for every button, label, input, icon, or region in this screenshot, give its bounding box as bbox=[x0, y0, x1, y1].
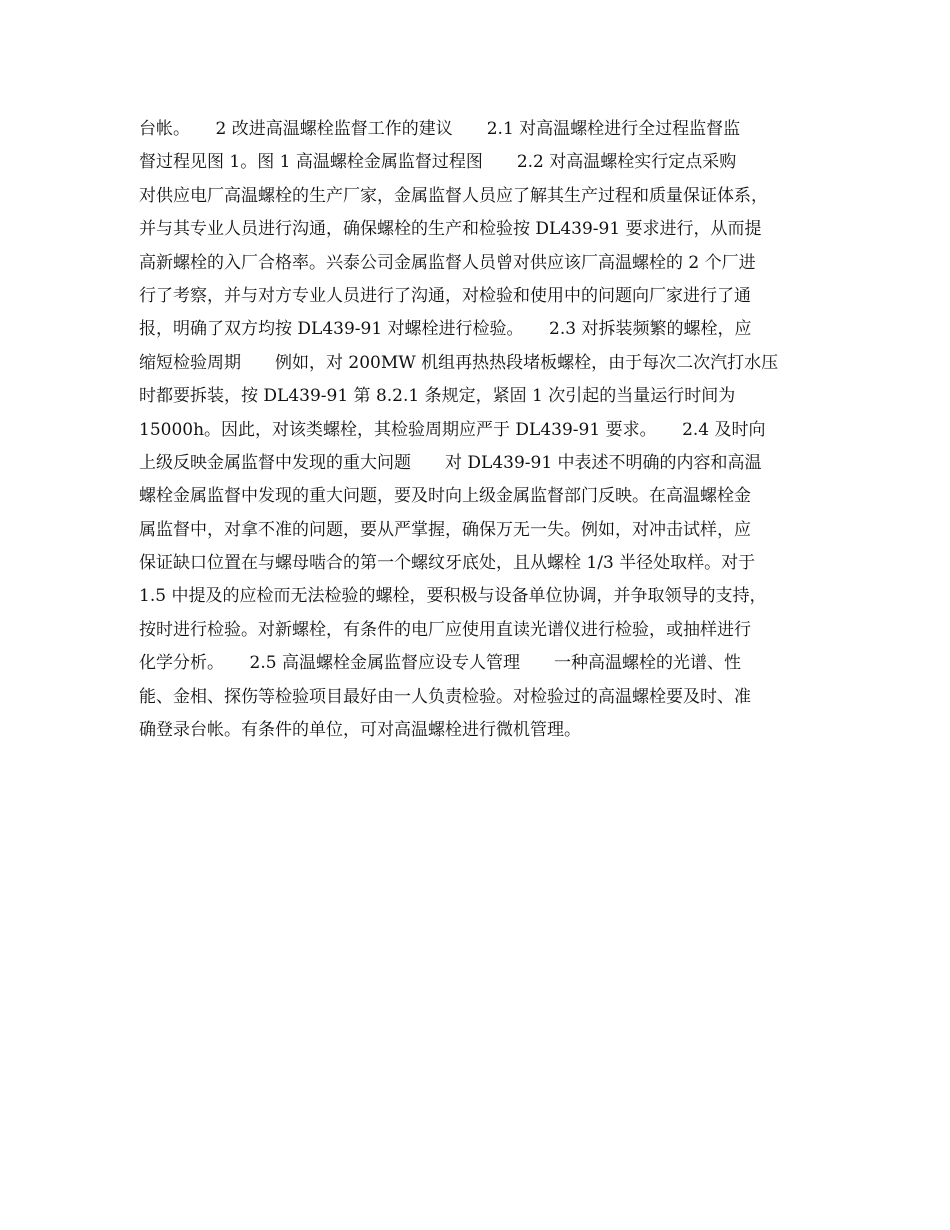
text-line: 上级反映金属监督中发现的重大问题 对 DL439-91 中表述不明确的内容和高温 bbox=[139, 452, 762, 473]
text-line: 高新螺栓的入厂合格率。兴泰公司金属监督人员曾对供应该厂高温螺栓的 2 个厂进 bbox=[139, 252, 756, 273]
text-line: 属监督中，对拿不准的问题，要从严掌握，确保万无一失。例如，对冲击试样，应 bbox=[139, 519, 751, 540]
text-line: 报，明确了双方均按 DL439-91 对螺栓进行检验。 2.3 对拆装频繁的螺栓，应 bbox=[139, 319, 752, 340]
text-line: 确登录台帐。有条件的单位，可对高温螺栓进行微机管理。 bbox=[139, 720, 581, 741]
text-line: 1.5 中提及的应检而无法检验的螺栓，要积极与设备单位协调，并争取领导的支持， bbox=[139, 586, 767, 607]
text-line: 按时进行检验。对新螺栓，有条件的电厂应使用直读光谱仪进行检验，或抽样进行 bbox=[139, 619, 751, 640]
text-line: 保证缺口位置在与螺母啮合的第一个螺纹牙底处，且从螺栓 1/3 半径处取样。对于 bbox=[139, 553, 756, 574]
text-line: 15000h。因此，对该类螺栓，其检验周期应严于 DL439-91 要求。 2.4 及时向 bbox=[139, 419, 766, 440]
text-line: 督过程见图 1。图 1 高温螺栓金属监督过程图 2.2 对高温螺栓实行定点采购 bbox=[139, 152, 737, 173]
text-line: 并与其专业人员进行沟通，确保螺栓的生产和检验按 DL439-91 要求进行，从而提 bbox=[139, 219, 762, 240]
text-line: 缩短检验周期 例如，对 200MW 机组再热热段堵板螺栓，由于每次二次汽打水压 bbox=[139, 352, 779, 373]
text-line: 行了考察，并与对方专业人员进行了沟通，对检验和使用中的问题向厂家进行了通 bbox=[139, 285, 751, 306]
text-line: 对供应电厂高温螺栓的生产厂家，金属监督人员应了解其生产过程和质量保证体系， bbox=[139, 185, 768, 206]
text-line: 时都要拆装，按 DL439-91 第 8.2.1 条规定，紧固 1 次引起的当量运行时间为 bbox=[139, 386, 736, 407]
text-line: 螺栓金属监督中发现的重大问题，要及时向上级金属监督部门反映。在高温螺栓金 bbox=[139, 486, 751, 507]
text-line: 能、金相、探伤等检验项目最好由一人负责检验。对检验过的高温螺栓要及时、准 bbox=[139, 686, 751, 707]
text-line: 台帐。 2 改进高温螺栓监督工作的建议 2.1 对高温螺栓进行全过程监督监 bbox=[139, 119, 741, 139]
body-text bbox=[139, 113, 829, 747]
text-line: 化学分析。 2.5 高温螺栓金属监督应设专人管理 一种高温螺栓的光谱、性 bbox=[139, 653, 741, 674]
